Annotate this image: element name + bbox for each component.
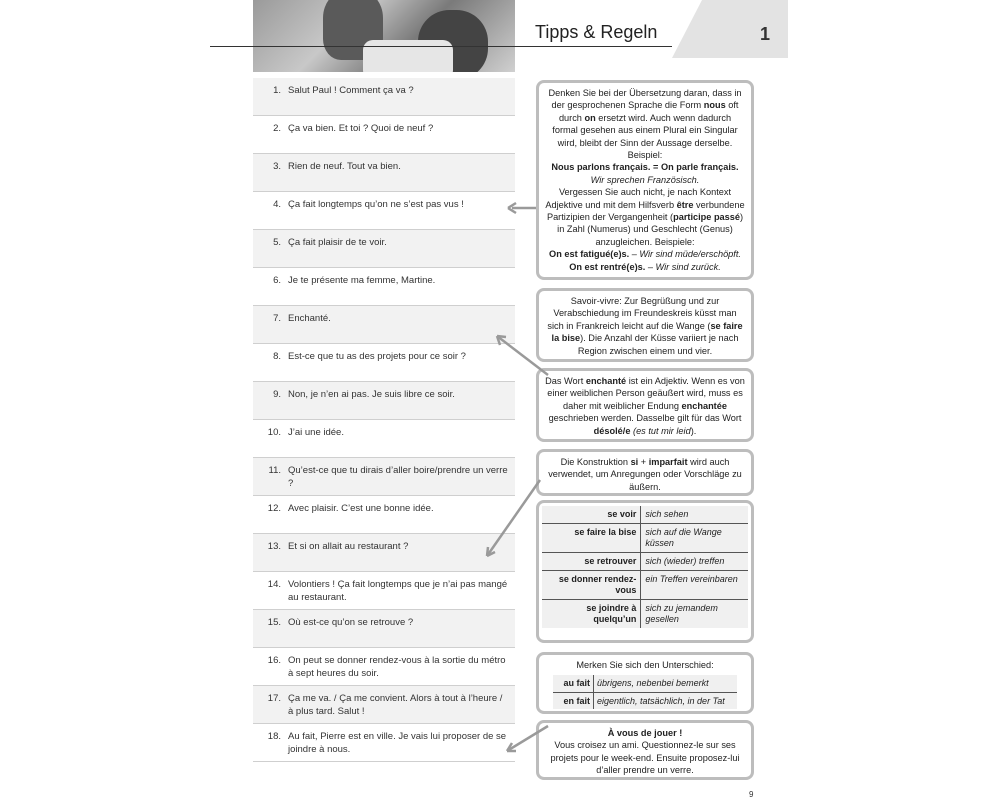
- page-number: 9: [749, 790, 754, 799]
- exercise-text: Vous croisez un ami. Questionnez-le sur ses projets pour le week-end. Ensuite proposez-lui d’aller prendre un verre.: [550, 740, 740, 776]
- tip-au-fait-en-fait: Merken Sie sich den Unterschied: au fait übrigens, nebenbei bemerkt en fait eigentlich, tatsächlich, in der Tat: [536, 652, 754, 714]
- vocab-table: [542, 506, 748, 628]
- header-photo: [253, 0, 515, 72]
- list-item: 11. Qu’est-ce que tu dirais d’aller boire/prendre un verre ?: [253, 458, 515, 496]
- dialogue-list: [253, 78, 515, 762]
- tip-nous-on: Denken Sie bei der Übersetzung daran, dass in der gesprochenen Sprache die Form nous oft durch on ersetzt wird. Auch wenn dadurch formal gesehen aus einem Plural ein Singular wird, bleibt der Sinn der Aussage derselbe. Beispiel: Nous parlons français. = On parle français. Wir sprechen Französisch. Vergessen Sie auch nicht, je nach Kontext Adjektive und mit dem Hilfsverb être verbundene Partizipien der Vergangenheit (participe passé) in Zahl (Numerus) und Geschlecht (Genus) anzugleichen. Beispiele: On est fatigué(e)s. – Wir sind müde/erschöpft. On est rentré(e)s. – Wir sind zurück.: [536, 80, 754, 280]
- table-row: se faire la bise sich auf die Wange küssen: [542, 524, 748, 553]
- exercise-heading: À vous de jouer !: [607, 728, 683, 738]
- list-item: 1. Salut Paul ! Comment ça va ?: [253, 78, 515, 116]
- table-row: en fait eigentlich, tatsächlich, in der Tat: [553, 692, 737, 709]
- list-item: 6. Je te présente ma femme, Martine.: [253, 268, 515, 306]
- list-item: 17. Ça me va. / Ça me convient. Alors à tout à l’heure / à plus tard. Salut !: [253, 686, 515, 724]
- chapter-number: 1: [760, 24, 771, 44]
- section-title: Tipps & Regeln: [535, 22, 658, 42]
- table-row: se retrouver sich (wieder) treffen: [542, 553, 748, 571]
- list-item: 16. On peut se donner rendez-vous à la sortie du métro à sept heures du soir.: [253, 648, 515, 686]
- list-item: 8. Est-ce que tu as des projets pour ce soir ?: [253, 344, 515, 382]
- list-item: 5. Ça fait plaisir de te voir.: [253, 230, 515, 268]
- list-item: 15. Où est-ce qu’on se retrouve ?: [253, 610, 515, 648]
- header-rule: [210, 46, 680, 47]
- tip-enchante: Das Wort enchanté ist ein Adjektiv. Wenn es von einer weiblichen Person geäußert wird, muss es daher mit weiblicher Endung enchantée geschrieben werden. Dasselbe gilt für das Wort désolé/e (es tut mir leid).: [536, 368, 754, 442]
- exercise-box: [536, 720, 754, 780]
- list-item: 13. Et si on allait au restaurant ?: [253, 534, 515, 572]
- table-row: se voir sich sehen: [542, 506, 748, 524]
- list-item: 3. Rien de neuf. Tout va bien.: [253, 154, 515, 192]
- vocab-table-box: [536, 500, 754, 643]
- list-item: 4. Ça fait longtemps qu’on ne s’est pas vus !: [253, 192, 515, 230]
- tip-savoir-vivre: Savoir-vivre: Zur Begrüßung und zur Verabschiedung im Freundeskreis küsst man sich in Frankreich leicht auf die Wange (se faire la bise). Die Anzahl der Küsse variiert je nach Region zwischen einem und vier.: [536, 288, 754, 362]
- table-row: au fait übrigens, nebenbei bemerkt: [553, 675, 737, 692]
- table-row: se donner rendez-vous ein Treffen vereinbaren: [542, 571, 748, 600]
- list-item: 9. Non, je n’en ai pas. Je suis libre ce soir.: [253, 382, 515, 420]
- list-item: 14. Volontiers ! Ça fait longtemps que je n’ai pas mangé au restaurant.: [253, 572, 515, 610]
- list-item: 7. Enchanté.: [253, 306, 515, 344]
- list-item: 12. Avec plaisir. C’est une bonne idée.: [253, 496, 515, 534]
- list-item: 10. J’ai une idée.: [253, 420, 515, 458]
- list-item: 18. Au fait, Pierre est en ville. Je vais lui proposer de se joindre à nous.: [253, 724, 515, 762]
- tip-si-imparfait: Die Konstruktion si + imparfait wird auch verwendet, um Anregungen oder Vorschläge zu äußern.: [536, 449, 754, 496]
- table-row: se joindre à quelqu’un sich zu jemandem gesellen: [542, 600, 748, 629]
- fait-table: [553, 675, 737, 709]
- list-item: 2. Ça va bien. Et toi ? Quoi de neuf ?: [253, 116, 515, 154]
